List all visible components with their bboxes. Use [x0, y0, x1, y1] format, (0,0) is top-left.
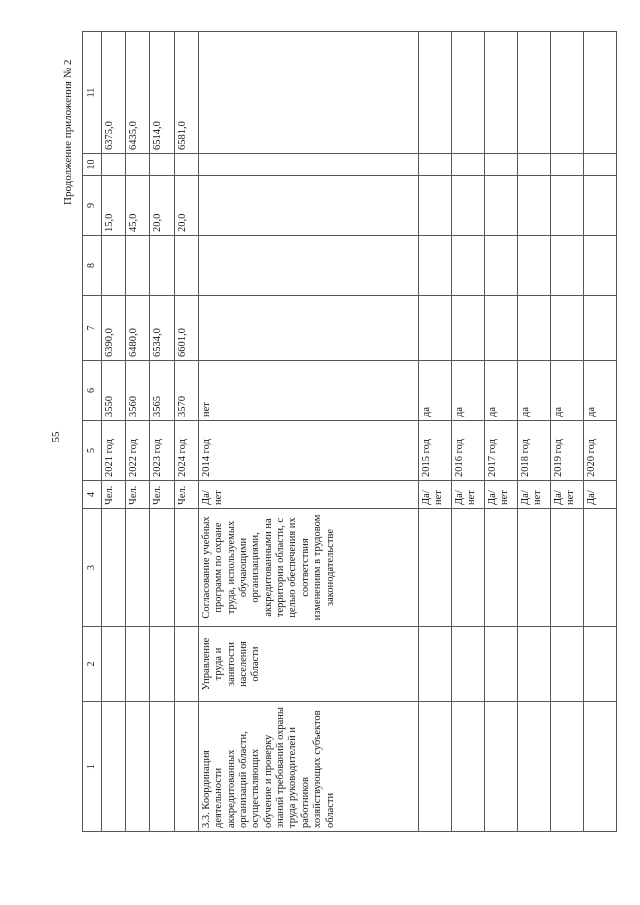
unit-cell: Чел.	[174, 481, 198, 509]
value-cell: 3570	[174, 361, 198, 421]
value-cell: 3565	[150, 361, 174, 421]
value-cell: 3560	[126, 361, 150, 421]
header-cell: 1	[83, 702, 102, 832]
year-cell: 2016 год	[451, 421, 484, 481]
value-cell: 45,0	[126, 176, 150, 236]
value-cell: 15,0	[102, 176, 126, 236]
year-cell: 2018 год	[517, 421, 550, 481]
header-cell: 9	[83, 176, 102, 236]
year-cell: 2015 год	[418, 421, 451, 481]
unit-cell: Чел.	[102, 481, 126, 509]
value-cell: да	[484, 361, 517, 421]
value-cell: да	[451, 361, 484, 421]
rotated-table-container	[82, 32, 617, 832]
year-cell: 2014 год	[198, 421, 418, 481]
header-row	[83, 32, 102, 832]
continuation-note: Продолжение приложения № 2	[62, 59, 74, 205]
value-cell: 20,0	[174, 176, 198, 236]
value-cell: 6581,0	[174, 32, 198, 154]
value-cell: 6601,0	[174, 296, 198, 361]
table-row	[102, 32, 126, 832]
year-cell: 2021 год	[102, 421, 126, 481]
table-row	[174, 32, 198, 832]
year-cell: 2022 год	[126, 421, 150, 481]
value-cell: 6514,0	[150, 32, 174, 154]
value-cell: 6375,0	[102, 32, 126, 154]
responsible-party: Управление труда и занятости населения области	[198, 627, 418, 702]
unit-cell: Да/	[583, 481, 616, 509]
unit-cell: Да/ нет	[484, 481, 517, 509]
header-cell: 8	[83, 236, 102, 296]
value-cell: да	[517, 361, 550, 421]
table-row	[484, 32, 517, 832]
table-row	[583, 32, 616, 832]
table-row-main	[198, 32, 418, 832]
measure-description: 3.3. Координация деятельности аккредитованных организаций области, осуществляющих обучение и проверку знаний требований охраны труда руководителей и работников хозяйствующих субъектов области	[198, 702, 418, 832]
table-row	[451, 32, 484, 832]
table-row	[150, 32, 174, 832]
header-cell: 2	[83, 627, 102, 702]
header-cell: 3	[83, 509, 102, 627]
year-cell: 2019 год	[550, 421, 583, 481]
unit-cell: Да/ нет	[451, 481, 484, 509]
value-cell: 6390,0	[102, 296, 126, 361]
year-cell: 2017 год	[484, 421, 517, 481]
table-row	[517, 32, 550, 832]
unit-cell: Да/ нет	[418, 481, 451, 509]
unit-cell: Да/ нет	[198, 481, 418, 509]
year-cell: 2023 год	[150, 421, 174, 481]
table-row	[418, 32, 451, 832]
unit-cell: Да/ нет	[517, 481, 550, 509]
header-cell: 4	[83, 481, 102, 509]
unit-cell: Чел.	[150, 481, 174, 509]
data-table	[82, 31, 617, 832]
indicator-description: Согласование учебных программ по охране труда, используемых обучающими организациями, аккредитованными на территории области, с целью обеспечения их соответствия изменениям в трудовом законодательстве	[198, 509, 418, 627]
value-cell: 3550	[102, 361, 126, 421]
table-row	[550, 32, 583, 832]
header-cell: 5	[83, 421, 102, 481]
header-cell: 6	[83, 361, 102, 421]
header-cell: 10	[83, 154, 102, 176]
year-cell: 2024 год	[174, 421, 198, 481]
value-cell: да	[550, 361, 583, 421]
value-cell: да	[418, 361, 451, 421]
header-cell: 11	[83, 32, 102, 154]
page-number: 55	[50, 431, 62, 443]
table-row	[126, 32, 150, 832]
value-cell: 6534,0	[150, 296, 174, 361]
year-cell: 2020 год	[583, 421, 616, 481]
header-cell: 7	[83, 296, 102, 361]
value-cell: да	[583, 361, 616, 421]
value-cell: 20,0	[150, 176, 174, 236]
value-cell: 6435,0	[126, 32, 150, 154]
unit-cell: Чел.	[126, 481, 150, 509]
value-cell: 6480,0	[126, 296, 150, 361]
value-cell: нет	[198, 361, 418, 421]
unit-cell: Да/ нет	[550, 481, 583, 509]
